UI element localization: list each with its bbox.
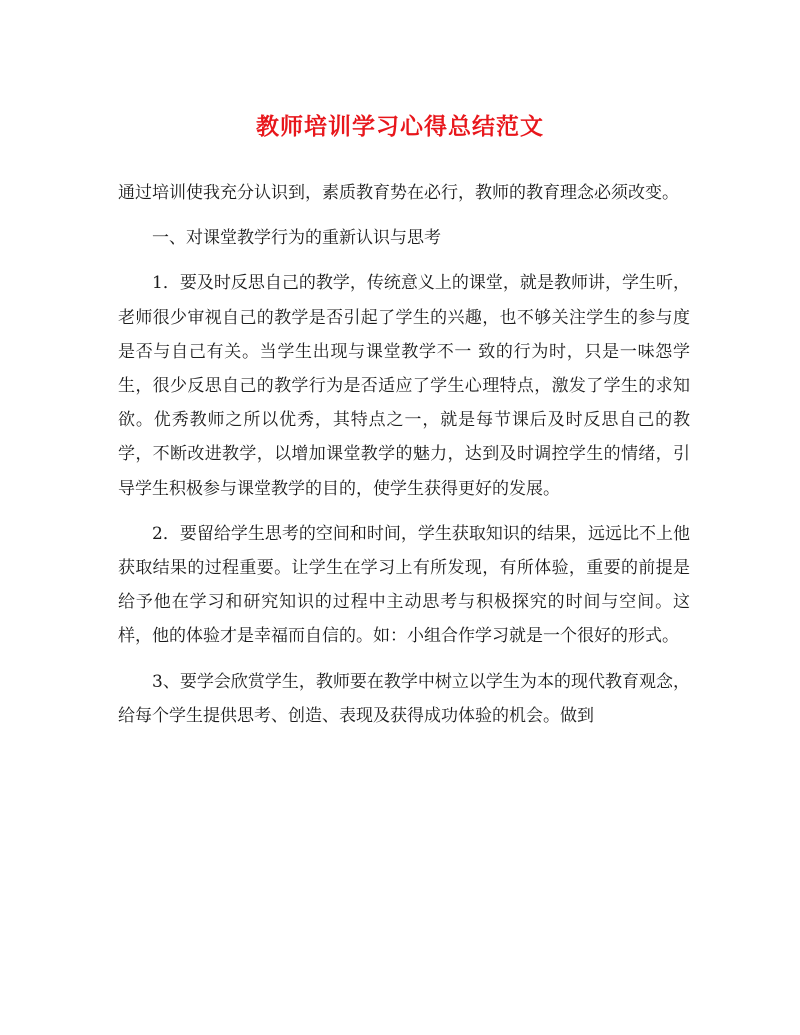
- document-body: [118, 176, 690, 744]
- paragraph-intro: 通过培训使我充分认识到，素质教育势在必行，教师的教育理念必须改变。: [118, 183, 679, 203]
- section-heading: 一、对课堂教学行为的重新认识与思考: [152, 228, 441, 249]
- paragraph-point-1: 1．要及时反思自己的教学，传统意义上的课堂，就是教师讲，学生听，老师很少审视自己的教学是否引起了学生的兴趣，也不够关注学生的参与度是否与自己有关。当学生出现与课堂教学不一 致的行为时，只是一味怨学生，很少反思自己的教学行为是否适应了学生心理特点，激发了学生的求知欲。优秀教师之所以优秀，其特点之一，就是每节课后及时反思自己的教学，不断改进教学，以增加课堂教学的魅力，达到及时调控学生的情绪，引导学生积极参与课堂教学的目的，使学生获得更好的发展。: [118, 273, 690, 499]
- paragraph-point-3: 3、要学会欣赏学生，教师要在教学中树立以学生为本的现代教育观念，给每个学生提供思考、创造、表现及获得成功体验的机会。做到: [118, 671, 690, 726]
- paragraph-point-2: 2．要留给学生思考的空间和时间，学生获取知识的结果，远远比不上他获取结果的过程重要。让学生在学习上有所发现，有所体验，重要的前提是给予他在学习和研究知识的过程中主动思考与积极探究的时间与空间。这样，他的体验才是幸福而自信的。如：小组合作学习就是一个很好的形式。: [118, 523, 690, 647]
- document-title: 教师培训学习心得总结范文: [256, 113, 544, 140]
